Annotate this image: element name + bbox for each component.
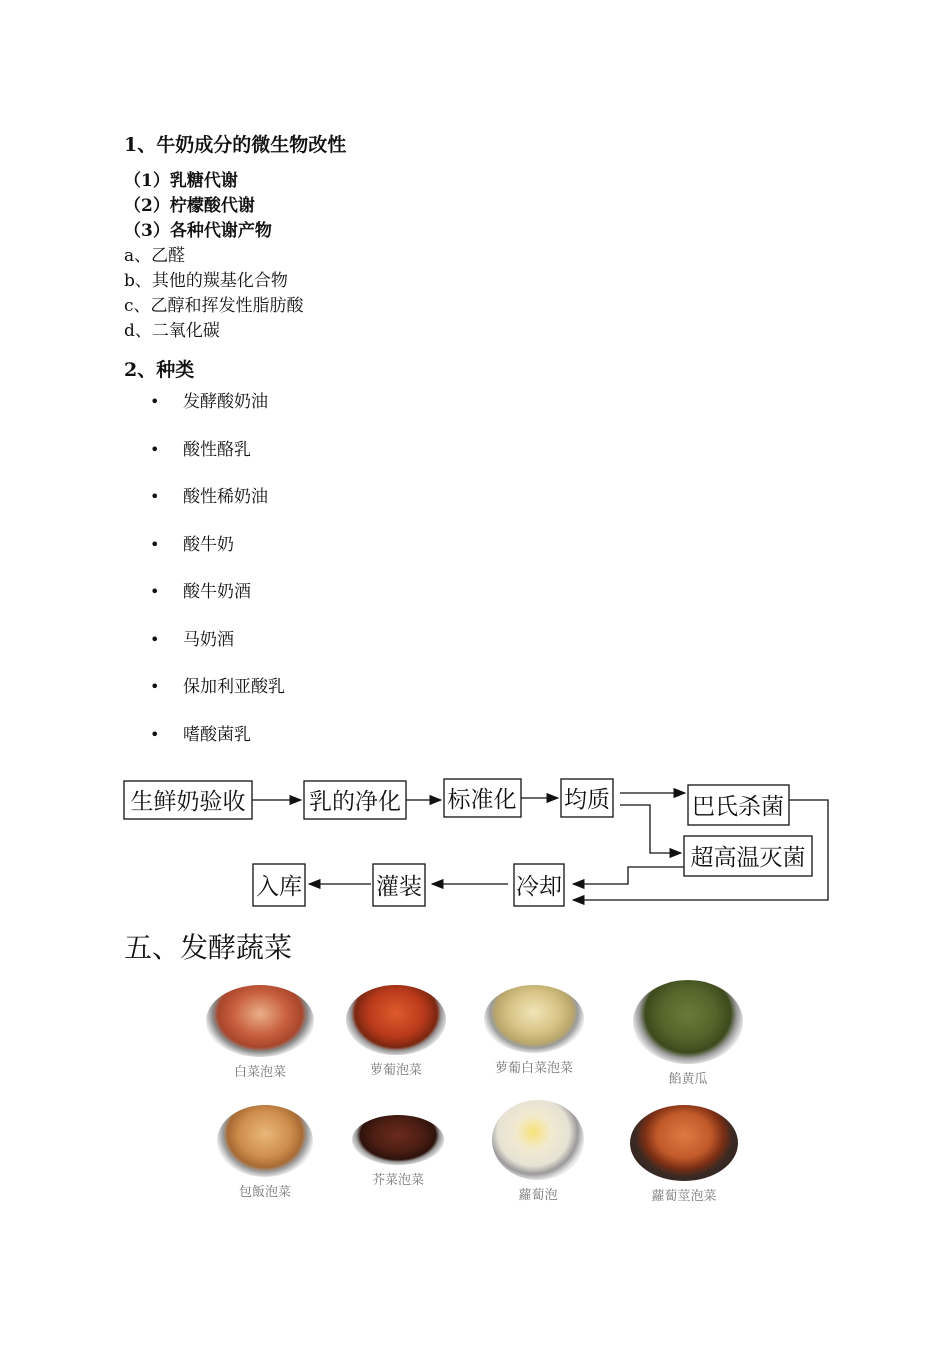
stuffed-cucumber-image xyxy=(633,980,743,1064)
list-item: • 马奶酒 xyxy=(150,626,285,674)
list-item: • 酸性酪乳 xyxy=(150,436,285,484)
flow-step-label: 均质 xyxy=(564,787,610,813)
flow-step-label: 超高温灭菌 xyxy=(690,845,806,871)
radish-water-kimchi-image xyxy=(492,1100,584,1180)
flow-arrow xyxy=(573,800,828,900)
flow-box-1 xyxy=(124,781,252,819)
food-item xyxy=(624,1105,744,1204)
radish-kimchi-image xyxy=(346,985,446,1055)
section1-subitem-a: a、乙醛 xyxy=(124,246,186,266)
wrapped-kimchi-image xyxy=(217,1105,313,1177)
radish-cabbage-kimchi-image xyxy=(484,985,584,1053)
food-caption: 白菜泡菜 xyxy=(233,1065,286,1080)
food-caption: 蘿蔔莖泡菜 xyxy=(651,1189,717,1204)
flow-box-3 xyxy=(444,779,521,817)
flow-box-8 xyxy=(373,864,425,906)
flow-step-label: 灌装 xyxy=(376,874,422,900)
food-item xyxy=(205,1105,325,1200)
food-caption: 包飯泡菜 xyxy=(238,1185,291,1200)
flow-step-label: 标准化 xyxy=(447,787,517,813)
white-cabbage-kimchi-image xyxy=(206,985,314,1057)
list-item: • 保加利亚酸乳 xyxy=(150,673,285,721)
list-item: • 酸牛奶 xyxy=(150,531,285,579)
section1-item-3: （3）各种代谢产物 xyxy=(124,221,272,241)
radish-stem-kimchi-image xyxy=(630,1105,738,1181)
food-caption: 芥菜泡菜 xyxy=(371,1173,424,1188)
section1-item-2: （2）柠檬酸代谢 xyxy=(124,196,255,216)
flow-box-5 xyxy=(688,785,789,825)
section1-subitem-b: b、其他的羰基化合物 xyxy=(124,271,288,291)
food-item xyxy=(200,985,320,1080)
food-caption: 萝葡白菜泡菜 xyxy=(494,1061,573,1076)
flow-box-2 xyxy=(304,781,406,819)
food-item xyxy=(628,980,748,1087)
flow-step-label: 乳的净化 xyxy=(309,789,401,815)
section1-heading: 1、牛奶成分的微生物改性 xyxy=(124,134,347,156)
section1-subitem-c: c、乙醇和挥发性脂肪酸 xyxy=(124,296,304,316)
section1-subitem-d: d、二氧化碳 xyxy=(124,321,220,341)
list-item: • 发酵酸奶油 xyxy=(150,388,285,436)
section5-heading: 五、发酵蔬菜 xyxy=(124,931,293,964)
food-item xyxy=(478,1100,598,1203)
food-caption: 餡黄瓜 xyxy=(668,1072,708,1087)
flow-arrow xyxy=(573,867,684,884)
section2-heading: 2、种类 xyxy=(124,359,195,381)
list-item: • 酸性稀奶油 xyxy=(150,483,285,531)
list-item: • 酸牛奶酒 xyxy=(150,578,285,626)
mustard-leaf-kimchi-image xyxy=(352,1115,444,1165)
section1-item-1: （1）乳糖代谢 xyxy=(124,171,238,191)
list-item: • 嗜酸菌乳 xyxy=(150,721,285,769)
flow-step-label: 巴氏杀菌 xyxy=(692,794,784,820)
food-caption: 蘿蔔泡 xyxy=(518,1188,558,1203)
food-caption: 萝葡泡菜 xyxy=(369,1063,422,1078)
flow-box-4 xyxy=(561,779,613,817)
food-item xyxy=(336,985,456,1078)
flow-arrow xyxy=(620,805,681,853)
flow-step-label: 生鲜奶验收 xyxy=(130,789,246,815)
flow-step-label: 冷却 xyxy=(516,874,562,900)
food-item xyxy=(474,985,594,1076)
flow-box-6 xyxy=(684,836,812,876)
types-list xyxy=(150,388,285,768)
flow-step-label: 入库 xyxy=(256,874,302,900)
flow-box-9 xyxy=(253,864,305,906)
flow-box-7 xyxy=(514,864,564,906)
food-item xyxy=(338,1115,458,1188)
